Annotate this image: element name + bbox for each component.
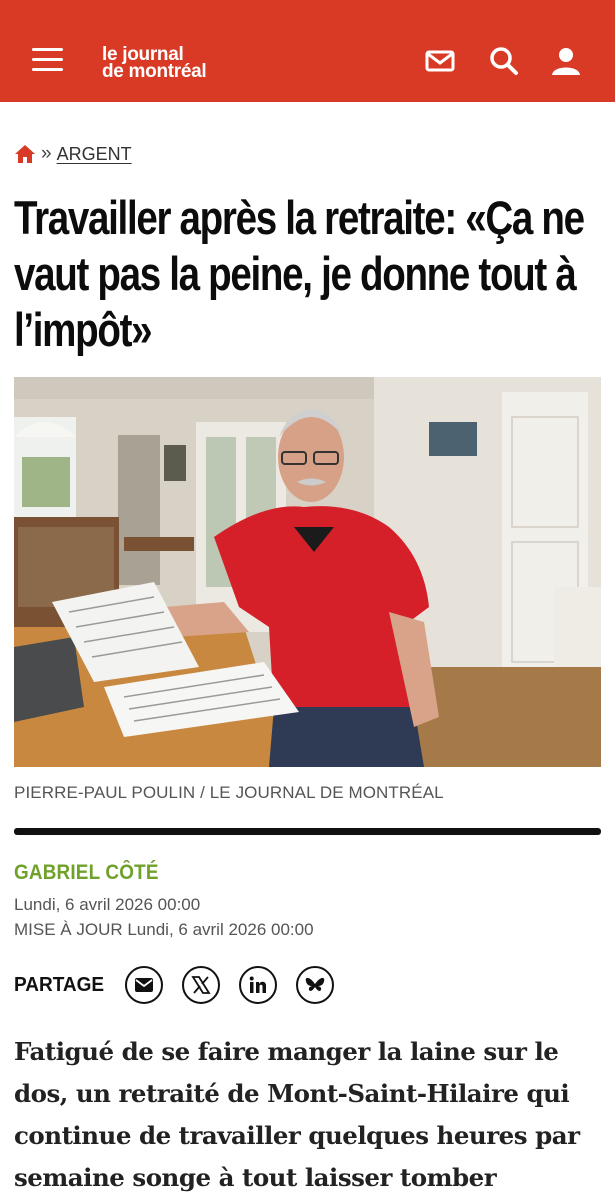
breadcrumb (14, 143, 132, 165)
publish-date: Lundi, 6 avril 2026 00:00 (14, 895, 201, 914)
search-icon[interactable] (487, 44, 521, 78)
breadcrumb-separator: » (41, 143, 52, 164)
updated-date: MISE À JOUR Lundi, 6 avril 2026 00:00 (14, 920, 314, 939)
author-name[interactable]: GABRIEL CÔTÉ (14, 861, 159, 884)
user-icon[interactable] (549, 44, 583, 78)
menu-icon[interactable] (32, 48, 63, 74)
share-linkedin-button[interactable] (239, 966, 277, 1004)
site-header (0, 0, 615, 102)
article-lede: Fatigué de se faire manger la laine sur le dos, un retraité de Mont-Saint-Hilaire qui continue de travailler quelques heures par semaine songe à tout laisser tomber (14, 1037, 580, 1192)
mail-icon (134, 975, 154, 995)
section-divider (14, 828, 601, 835)
article-headline: Travailler après la retraite: «Ça ne vaut pas la peine, je donne tout à l’impôt» (14, 191, 584, 356)
article-photo[interactable] (14, 377, 601, 767)
share-mail-button[interactable] (125, 966, 163, 1004)
site-logo[interactable] (102, 46, 206, 80)
photo-credit: PIERRE-PAUL POULIN / LE JOURNAL DE MONTRÉAL (14, 783, 444, 802)
share-bar (14, 966, 353, 1004)
breadcrumb-section-link[interactable]: ARGENT (56, 143, 132, 164)
share-label: PARTAGE (14, 973, 105, 996)
mail-icon[interactable] (423, 44, 457, 78)
linkedin-icon (248, 975, 268, 995)
logo-line-2: de montréal (102, 61, 207, 82)
share-x-button[interactable] (182, 966, 220, 1004)
logo-line-1: le journal (102, 44, 184, 65)
home-icon[interactable] (14, 144, 36, 164)
photo-illustration (14, 377, 601, 767)
bluesky-icon (305, 975, 325, 995)
x-icon (191, 975, 211, 995)
share-bluesky-button[interactable] (296, 966, 334, 1004)
